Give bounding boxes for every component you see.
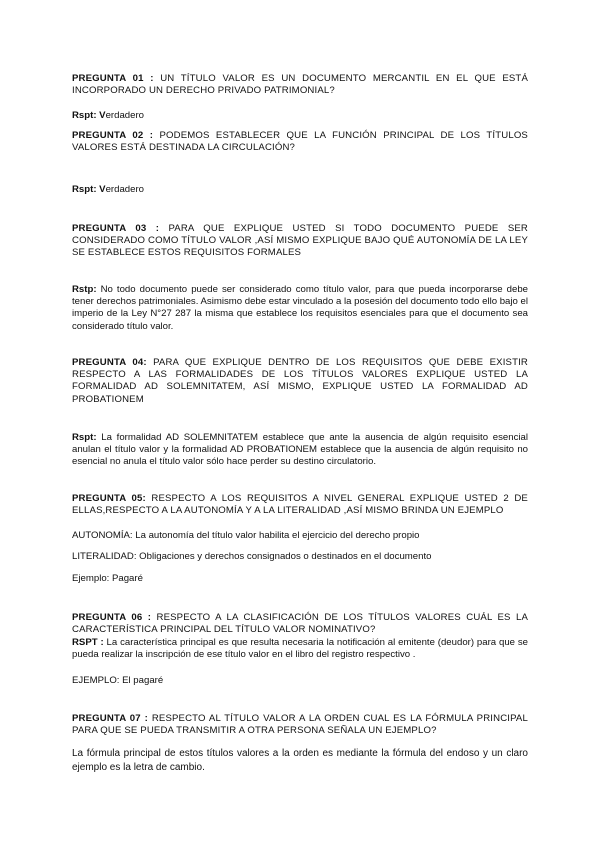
answer-text: erdadero bbox=[105, 110, 144, 121]
answer-2 bbox=[72, 184, 528, 196]
question-label: PREGUNTA 06 : bbox=[72, 612, 152, 623]
question-text: PARA QUE EXPLIQUE USTED SI TODO DOCUMENTO PUEDE SER CONSIDERADO COMO TÍTULO VALOR ,ASÍ MISMO EXPLIQUE BAJO QUÉ AUTONOMÍA DE LA LEY SE ESTABLECE ESTOS REQUISITOS FORMALES bbox=[72, 223, 528, 259]
answer-4 bbox=[72, 432, 528, 469]
question-6 bbox=[72, 612, 528, 636]
answer-5-literalidad bbox=[72, 551, 528, 563]
question-text: RESPECTO AL TÍTULO VALOR A LA ORDEN CUAL ES LA FÓRMULA PRINCIPAL PARA QUE SE PUEDA TRANSMITIR A OTRA PERSONA SEÑALA UN EJEMPLO? bbox=[72, 713, 528, 737]
question-7 bbox=[72, 713, 528, 737]
answer-label: RSPT : bbox=[72, 637, 104, 648]
answer-7 bbox=[72, 747, 528, 775]
answer-text: No todo documento puede ser considerado como título valor, para que pueda incorporarse debe tener derechos patrimoniales. Asimismo debe estar vinculado a la posesión del documento todo ello bajo el imperio de la Ley N°27 287 la misma que establece los requisitos esenciales para que el documento sea considerado título valor. bbox=[72, 284, 528, 332]
question-label: PREGUNTA 05: bbox=[72, 493, 146, 504]
answer-label: Rstp: bbox=[72, 284, 97, 295]
answer-text: La característica principal es que resulta necesaria la notificación al emitente (deudor) para que se pueda realizar la inscripción de ese título valor en el libro del registro respectivo . bbox=[72, 637, 528, 661]
question-label: PREGUNTA 02 : bbox=[72, 130, 154, 141]
question-2 bbox=[72, 130, 528, 154]
question-text: PARA QUE EXPLIQUE DENTRO DE LOS REQUISITOS QUE DEBE EXISTIR RESPECTO A LAS FORMALIDADES DE LOS TÍTULOS VALORES EXPLIQUE USTED LA FORMALIDAD AD SOLEMNITATEM, ASÍ MISMO, EXPLIQUE USTED LA FORMALIDAD AD PROBATIONEM bbox=[72, 357, 528, 405]
answer-text: Ejemplo: Pagaré bbox=[72, 573, 143, 584]
answer-text: LITERALIDAD: Obligaciones y derechos consignados o destinados en el documento bbox=[72, 551, 432, 562]
question-text: UN TÍTULO VALOR ES UN DOCUMENTO MERCANTIL EN EL QUE ESTÁ INCORPORADO UN DERECHO PRIVADO PATRIMONIAL? bbox=[72, 73, 528, 97]
answer-1 bbox=[72, 110, 528, 122]
question-text: RESPECTO A LA CLASIFICACIÓN DE LOS TÍTULOS VALORES CUÁL ES LA CARACTERÍSTICA PRINCIPAL DEL TÍTULO VALOR NOMINATIVO? bbox=[72, 612, 528, 636]
question-label: PREGUNTA 04: bbox=[72, 357, 147, 368]
question-text: RESPECTO A LOS REQUISITOS A NIVEL GENERAL EXPLIQUE USTED 2 DE ELLAS,RESPECTO A LA AUTONOMÍA Y A LA LITERALIDAD ,ASÍ MISMO BRINDA UN EJEMPLO bbox=[72, 493, 528, 517]
question-5 bbox=[72, 493, 528, 517]
answer-5-autonomia bbox=[72, 530, 528, 542]
question-label: PREGUNTA 03 : bbox=[72, 223, 160, 234]
answer-text: EJEMPLO: El pagaré bbox=[72, 675, 164, 686]
question-text: PODEMOS ESTABLECER QUE LA FUNCIÓN PRINCIPAL DE LOS TÍTULOS VALORES ESTÁ DESTINADA LA CIRCULACIÓN? bbox=[72, 130, 528, 154]
answer-label: Rspt: bbox=[72, 432, 97, 443]
answer-label: Rspt: V bbox=[72, 184, 106, 195]
question-3 bbox=[72, 223, 528, 260]
answer-3 bbox=[72, 284, 528, 333]
answer-text: La formalidad AD SOLEMNITATEM establece que ante la ausencia de algún requisito esencial anulan el título valor y la formalidad AD PROBATIONEM establece que la ausencia de algún requisito no esencial no anula el título valor sólo hace perder su destino circulatorio. bbox=[72, 432, 528, 468]
answer-6-ejemplo bbox=[72, 675, 528, 687]
answer-text: erdadero bbox=[105, 184, 144, 195]
answer-label: Rspt: V bbox=[72, 110, 106, 121]
answer-5-ejemplo bbox=[72, 573, 528, 585]
question-1 bbox=[72, 73, 528, 97]
answer-text: AUTONOMÍA: La autonomía del título valor habilita el ejercicio del derecho propio bbox=[72, 530, 420, 541]
answer-6 bbox=[72, 637, 528, 661]
question-label: PREGUNTA 07 : bbox=[72, 713, 148, 724]
question-4 bbox=[72, 357, 528, 406]
question-label: PREGUNTA 01 : bbox=[72, 73, 154, 84]
answer-text: La fórmula principal de estos títulos valores a la orden es mediante la fórmula del endoso y un claro ejemplo es la letra de cambio. bbox=[72, 748, 528, 773]
